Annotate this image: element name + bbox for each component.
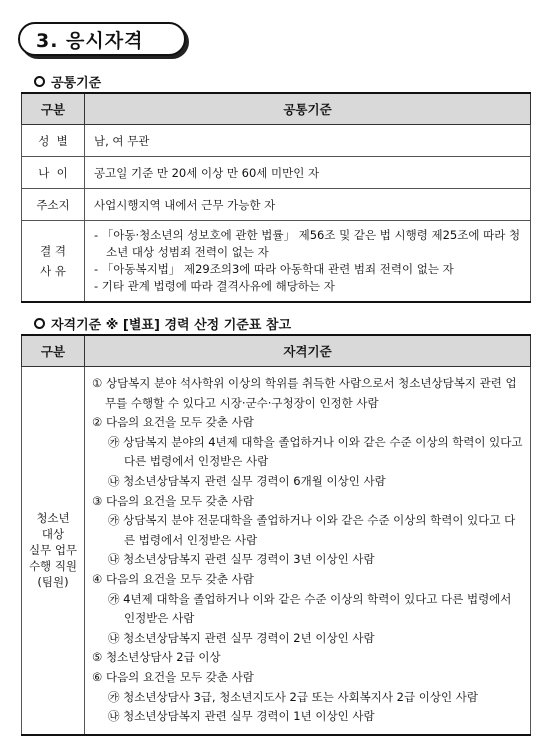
- circle-bullet-icon: [34, 318, 45, 329]
- role-label-line: 대상: [41, 527, 65, 542]
- disqualification-label-line2: 사 유: [40, 264, 66, 278]
- list-item: - 「아동복지법」 제29조의3에 따라 아동학대 관련 범죄 전력이 없는 자: [94, 262, 454, 276]
- list-item: ④ 다음의 요건을 모두 갖춘 사람: [92, 571, 254, 586]
- table-row-disqualification: [22, 221, 531, 303]
- table-row-address: [22, 189, 531, 221]
- circle-bullet-icon: [34, 76, 45, 87]
- common-criteria-heading-text: 공통기준: [51, 76, 102, 91]
- list-item: - 기타 관계 법령에 따라 결격사유에 해당하는 자: [94, 279, 335, 293]
- role-label-line: 실무 업무: [28, 543, 78, 558]
- list-item: ㉯ 청소년상담복지 관련 실무 경력이 3년 이상인 사람: [108, 552, 375, 567]
- role-label-line: 청소년: [36, 511, 70, 526]
- common-criteria-table: [21, 92, 531, 303]
- role-label: [22, 367, 85, 735]
- list-item: - 「아동·청소년의 성보호에 관한 법률」 제56조 및 같은 법 시행령 제25조에 따라 청소년 대상 성범죄 전력이 없는 자: [94, 228, 521, 259]
- qualification-table: [21, 334, 531, 736]
- column-header-criteria: 자격기준: [85, 335, 531, 367]
- list-item: ㉮ 상담복지 분야 전문대학을 졸업하거나 이와 같은 수준 이상의 학력이 있다고 다른 법령에서 인정받은 사람: [108, 513, 516, 547]
- row-label-age: 나 이: [22, 157, 85, 189]
- row-label-disqualification: [22, 221, 85, 303]
- disqualification-content: [85, 221, 531, 303]
- row-label-address: 주소지: [22, 189, 85, 221]
- row-value-age: 공고일 기준 만 20세 이상 만 60세 미만인 자: [85, 157, 531, 189]
- list-item: ⑥ 다음의 요건을 모두 갖춘 사람: [92, 669, 254, 684]
- list-item: ㉮ 상담복지 분야의 4년제 대학을 졸업하거나 이와 같은 수준 이상의 학력이 있다고 다른 법령에서 인정받은 사람: [108, 434, 523, 469]
- role-label-line: (팀원): [37, 575, 69, 590]
- table-row-qualification: [22, 367, 531, 735]
- qualification-heading-text: 자격기준 ※ [별표] 경력 산정 기준표 참고: [51, 318, 292, 333]
- list-item: ㉮ 4년제 대학을 졸업하거나 이와 같은 수준 이상의 학력이 있다고 다른 법령에서 인정받은 사람: [108, 591, 512, 626]
- column-header-criteria: 공통기준: [85, 93, 531, 125]
- row-label-gender: 성 별: [22, 125, 85, 157]
- list-item: ㉯ 청소년상담복지 관련 실무 경력이 2년 이상인 사람: [108, 630, 375, 645]
- role-label-line: 수행 직원: [28, 559, 78, 574]
- list-item: ② 다음의 요건을 모두 갖춘 사람: [92, 415, 254, 430]
- qualification-content: [85, 367, 531, 735]
- list-item: ㉯ 청소년상담복지 관련 실무 경력이 1년 이상인 사람: [108, 709, 375, 724]
- common-criteria-heading: [34, 72, 101, 91]
- list-item: ⑤ 청소년상담사 2급 이상: [92, 650, 221, 665]
- list-item: ㉮ 청소년상담사 3급, 청소년지도사 2급 또는 사회복지사 2급 이상인 사람: [108, 689, 478, 704]
- list-item: ① 상담복지 분야 석사학위 이상의 학위를 취득한 사람으로서 청소년상담복지 관련 업무를 수행할 수 있다고 시장·군수·구청장이 인정한 사람: [92, 376, 517, 410]
- section-title-text: 3. 응시자격: [36, 29, 144, 52]
- qualification-heading: [34, 314, 291, 333]
- list-item: ㉯ 청소년상담복지 관련 실무 경력이 6개월 이상인 사람: [108, 473, 386, 488]
- row-value-address: 사업시행지역 내에서 근무 가능한 자: [85, 189, 531, 221]
- section-title: [18, 22, 186, 56]
- column-header-category: 구분: [22, 335, 85, 367]
- row-value-gender: 남, 여 무관: [85, 125, 531, 157]
- table-row-age: [22, 157, 531, 189]
- disqualification-label-line1: 결 격: [40, 244, 66, 258]
- column-header-category: 구분: [22, 93, 85, 125]
- table-row-gender: [22, 125, 531, 157]
- list-item: ③ 다음의 요건을 모두 갖춘 사람: [92, 493, 254, 508]
